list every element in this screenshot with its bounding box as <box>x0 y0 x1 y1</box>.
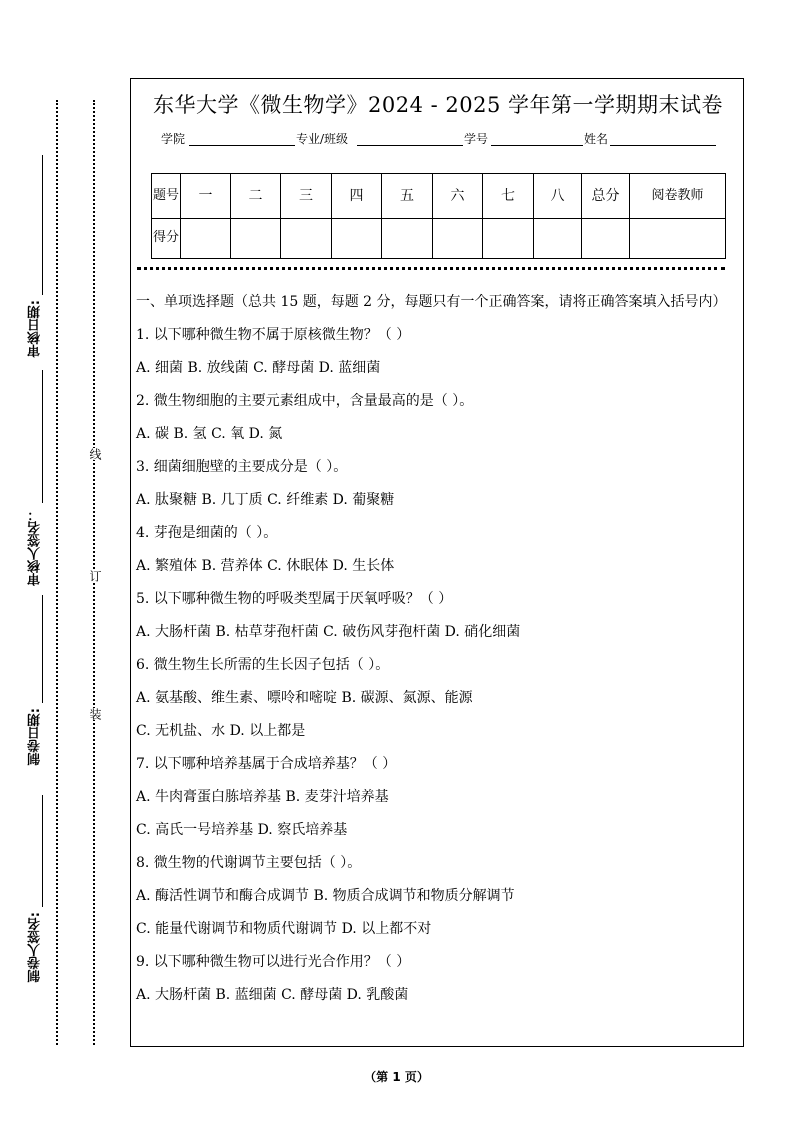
answer-options: A. 繁殖体 B. 营养体 C. 休眠体 D. 生长体 <box>136 558 395 574</box>
answer-options: A. 牛肉膏蛋白胨培养基 B. 麦芽汁培养基 <box>136 789 389 805</box>
outer-dotted-line <box>56 100 58 1045</box>
score-col-5: 五 <box>382 174 433 219</box>
major-class-label: 专业/班级 <box>296 132 349 146</box>
binding-char-bind: 装 <box>88 708 102 720</box>
score-col-4: 四 <box>332 174 382 219</box>
answer-options: A. 细菌 B. 放线菌 C. 酵母菌 D. 蓝细菌 <box>136 360 381 376</box>
reviewer-signature-line <box>42 370 43 503</box>
student-id-label: 学号 <box>464 132 489 146</box>
score-col-total: 总分 <box>582 174 630 219</box>
answer-options: A. 氨基酸、维生素、嘌呤和嘧啶 B. 碳源、氮源、能源 <box>136 690 473 706</box>
student-name-label: 姓名 <box>584 132 609 146</box>
student-name-field[interactable] <box>610 145 716 146</box>
exam-title: 东华大学《微生物学》2024 - 2025 学年第一学期期末试卷 <box>152 93 723 117</box>
score-col-2: 二 <box>231 174 281 219</box>
question-stem: 2. 微生物细胞的主要元素组成中，含量最高的是（ ）。 <box>136 393 474 409</box>
question-stem: 3. 细菌细胞壁的主要成分是（ ）。 <box>136 459 348 475</box>
binding-char-line: 线 <box>88 448 102 460</box>
question-stem: 7. 以下哪种培养基属于合成培养基？（ ） <box>136 756 397 772</box>
answer-options: C. 高氏一号培养基 D. 察氏培养基 <box>136 822 348 838</box>
question-stem: 8. 微生物的代谢调节主要包括（ ）。 <box>136 855 362 871</box>
score-cell-2[interactable] <box>231 218 281 258</box>
college-field[interactable] <box>189 145 295 146</box>
major-class-field[interactable] <box>357 145 463 146</box>
question-list <box>136 319 736 1012</box>
section-heading: 一、单项选择题（总共 15 题，每题 2 分，每题只有一个正确答案，请将正确答案填入括号内） <box>136 294 727 310</box>
score-cell-7[interactable] <box>483 218 534 258</box>
review-date-label: 审核日期: <box>28 300 43 358</box>
paper-maker-signature-line <box>42 795 43 907</box>
score-cell-4[interactable] <box>332 218 382 258</box>
score-table <box>151 173 726 259</box>
answer-options: A. 大肠杆菌 B. 蓝细菌 C. 酵母菌 D. 乳酸菌 <box>136 987 409 1003</box>
score-col-8: 八 <box>534 174 582 219</box>
answer-options: A. 酶活性调节和酶合成调节 B. 物质合成调节和物质分解调节 <box>136 888 515 904</box>
score-col-grader: 阅卷教师 <box>630 174 726 219</box>
question-body <box>136 291 736 1012</box>
score-row-label: 得分 <box>152 218 181 258</box>
question-stem: 4. 芽孢是细菌的（ ）。 <box>136 525 278 541</box>
paper-maker-signature-label: 制卷人签名: <box>28 912 43 983</box>
page-number: （第 1 页） <box>364 1070 429 1084</box>
question-stem: 5. 以下哪种微生物的呼吸类型属于厌氧呼吸？（ ） <box>136 591 453 607</box>
score-cell-6[interactable] <box>433 218 483 258</box>
score-col-3: 三 <box>281 174 332 219</box>
score-col-6: 六 <box>433 174 483 219</box>
dotted-separator <box>137 267 725 270</box>
score-cell-1[interactable] <box>181 218 231 258</box>
paper-date-label: 制卷日期: <box>28 708 43 766</box>
paper-date-line <box>42 595 43 703</box>
student-id-field[interactable] <box>491 145 583 146</box>
score-col-7: 七 <box>483 174 534 219</box>
score-cell-total[interactable] <box>582 218 630 258</box>
score-col-1: 一 <box>181 174 231 219</box>
reviewer-signature-label: 审核人签名： <box>28 508 43 586</box>
binding-char-staple: 订 <box>88 570 102 582</box>
college-label: 学院 <box>161 132 186 146</box>
question-stem: 6. 微生物生长所需的生长因子包括（ ）。 <box>136 657 390 673</box>
question-number-label: 题号 <box>152 174 181 219</box>
score-table-score-row <box>152 218 726 258</box>
review-date-line <box>42 155 43 295</box>
score-table-header-row <box>152 174 726 219</box>
question-stem: 9. 以下哪种微生物可以进行光合作用？（ ） <box>136 954 411 970</box>
score-cell-grader[interactable] <box>630 218 726 258</box>
answer-options: C. 无机盐、水 D. 以上都是 <box>136 723 306 739</box>
answer-options: A. 肽聚糖 B. 几丁质 C. 纤维素 D. 葡聚糖 <box>136 492 395 508</box>
score-cell-3[interactable] <box>281 218 332 258</box>
question-stem: 1. 以下哪种微生物不属于原核微生物？（ ） <box>136 327 411 343</box>
exam-frame <box>130 78 744 1047</box>
answer-options: A. 碳 B. 氢 C. 氧 D. 氮 <box>136 426 283 442</box>
answer-options: A. 大肠杆菌 B. 枯草芽孢杆菌 C. 破伤风芽孢杆菌 D. 硝化细菌 <box>136 624 521 640</box>
score-cell-5[interactable] <box>382 218 433 258</box>
answer-options: C. 能量代谢调节和物质代谢调节 D. 以上都不对 <box>136 921 432 937</box>
score-cell-8[interactable] <box>534 218 582 258</box>
